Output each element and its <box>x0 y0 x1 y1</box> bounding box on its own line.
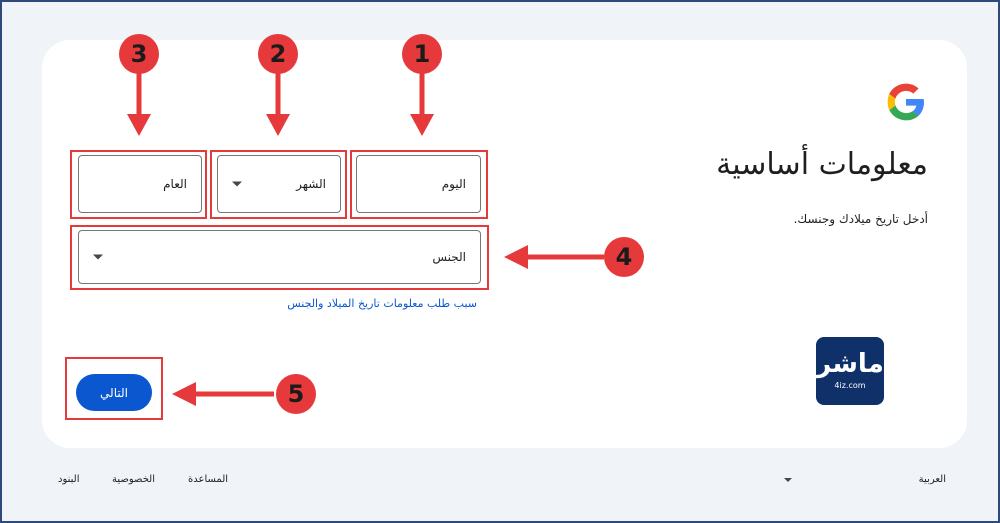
why-birthday-link[interactable]: سبب طلب معلومات تاريخ الميلاد والجنس <box>287 297 477 310</box>
annotation-badge-3: 3 <box>119 34 159 74</box>
footer-help-link[interactable]: المساعدة <box>188 474 229 485</box>
chevron-down-icon[interactable] <box>784 478 792 482</box>
brand-name: ماشر <box>816 349 884 379</box>
annotation-badge-2: 2 <box>258 34 298 74</box>
footer-privacy-link[interactable]: الخصوصية <box>112 474 155 485</box>
annotation-badge-4: 4 <box>604 237 644 277</box>
year-placeholder: العام <box>163 177 187 191</box>
next-button[interactable]: التالي <box>76 374 152 411</box>
page-subtitle: أدخل تاريخ ميلادك وجنسك. <box>793 212 928 226</box>
annotation-badge-5: 5 <box>276 374 316 414</box>
month-placeholder: الشهر <box>296 177 326 191</box>
annotation-arrows <box>2 2 1000 523</box>
gender-placeholder: الجنس <box>432 250 466 264</box>
footer-terms-link[interactable]: البنود <box>58 474 80 485</box>
page-title: معلومات أساسية <box>716 147 928 182</box>
day-placeholder: اليوم <box>441 177 466 191</box>
annotation-badge-1: 1 <box>402 34 442 74</box>
brand-url: 4iz.com <box>834 381 866 390</box>
language-selector[interactable]: العربية <box>918 474 946 485</box>
